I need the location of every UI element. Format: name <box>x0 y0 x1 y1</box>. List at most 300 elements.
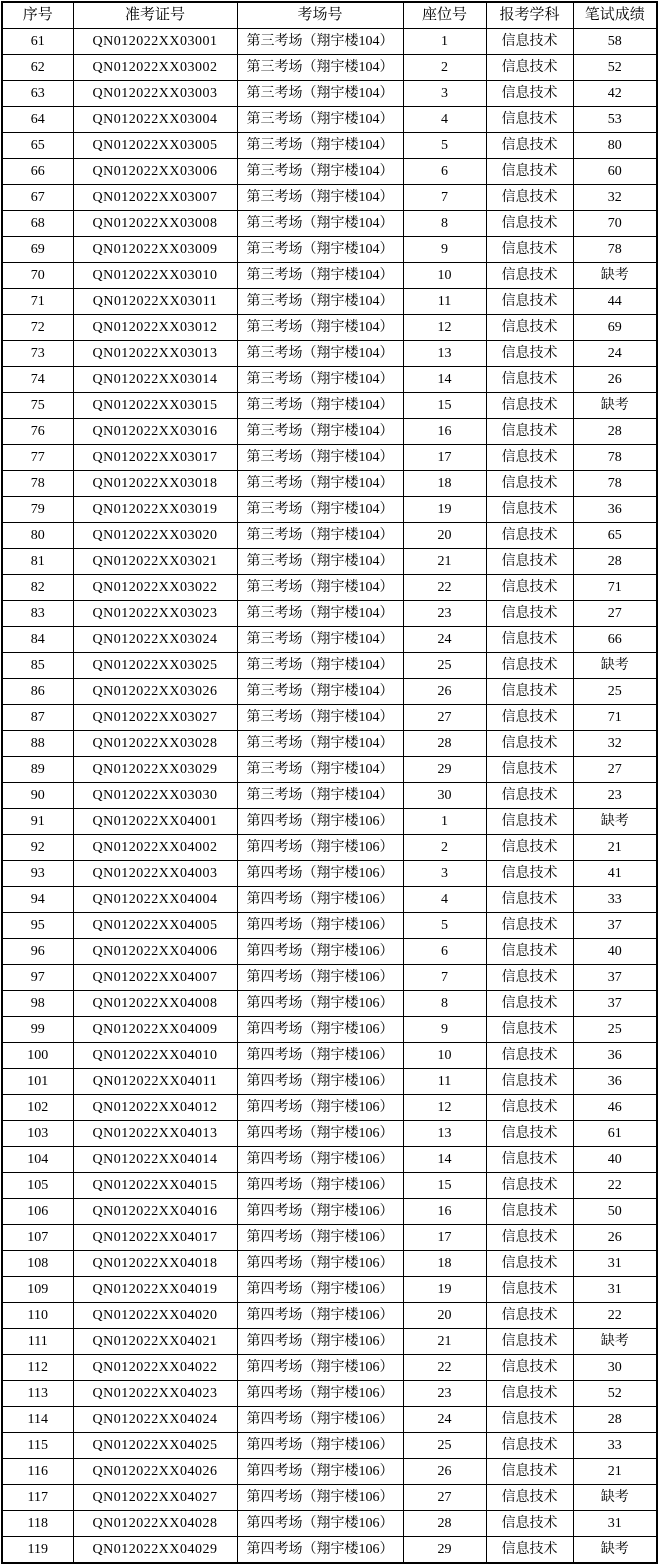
subject-cell: 信息技术 <box>486 835 573 861</box>
seat-cell: 16 <box>403 419 486 445</box>
seat-cell: 6 <box>403 159 486 185</box>
table-row <box>2 731 657 757</box>
serial-cell: 82 <box>2 575 73 601</box>
ticket-cell: QN012022XX04008 <box>73 991 237 1017</box>
table-row <box>2 1225 657 1251</box>
exam-room-cell: 第三考场（翔宇楼104） <box>237 29 403 55</box>
serial-cell: 81 <box>2 549 73 575</box>
serial-cell: 107 <box>2 1225 73 1251</box>
ticket-cell: QN012022XX04006 <box>73 939 237 965</box>
table-row <box>2 1095 657 1121</box>
subject-cell: 信息技术 <box>486 419 573 445</box>
subject-cell: 信息技术 <box>486 1147 573 1173</box>
score-cell: 36 <box>573 497 657 523</box>
table-row <box>2 835 657 861</box>
ticket-cell: QN012022XX04016 <box>73 1199 237 1225</box>
serial-cell: 78 <box>2 471 73 497</box>
subject-cell: 信息技术 <box>486 1537 573 1564</box>
ticket-cell: QN012022XX03013 <box>73 341 237 367</box>
serial-cell: 76 <box>2 419 73 445</box>
subject-cell: 信息技术 <box>486 1485 573 1511</box>
ticket-cell: QN012022XX03022 <box>73 575 237 601</box>
ticket-cell: QN012022XX03005 <box>73 133 237 159</box>
table-row <box>2 315 657 341</box>
score-cell: 33 <box>573 887 657 913</box>
table-row <box>2 1381 657 1407</box>
score-cell: 21 <box>573 1459 657 1485</box>
ticket-cell: QN012022XX04001 <box>73 809 237 835</box>
score-cell: 缺考 <box>573 1485 657 1511</box>
table-row <box>2 809 657 835</box>
seat-cell: 28 <box>403 731 486 757</box>
table-row <box>2 913 657 939</box>
exam-room-cell: 第三考场（翔宇楼104） <box>237 367 403 393</box>
score-cell: 31 <box>573 1277 657 1303</box>
table-row <box>2 81 657 107</box>
seat-cell: 21 <box>403 1329 486 1355</box>
seat-cell: 2 <box>403 55 486 81</box>
subject-cell: 信息技术 <box>486 367 573 393</box>
seat-cell: 14 <box>403 1147 486 1173</box>
seat-cell: 30 <box>403 783 486 809</box>
exam-room-cell: 第四考场（翔宇楼106） <box>237 991 403 1017</box>
table-row <box>2 497 657 523</box>
ticket-cell: QN012022XX03011 <box>73 289 237 315</box>
serial-cell: 73 <box>2 341 73 367</box>
table-row <box>2 549 657 575</box>
score-cell: 36 <box>573 1043 657 1069</box>
ticket-cell: QN012022XX04021 <box>73 1329 237 1355</box>
exam-results-table <box>1 1 658 1564</box>
table-row <box>2 237 657 263</box>
score-cell: 23 <box>573 783 657 809</box>
seat-cell: 22 <box>403 1355 486 1381</box>
serial-cell: 87 <box>2 705 73 731</box>
subject-cell: 信息技术 <box>486 1043 573 1069</box>
exam-room-cell: 第四考场（翔宇楼106） <box>237 1381 403 1407</box>
serial-cell: 90 <box>2 783 73 809</box>
subject-cell: 信息技术 <box>486 1355 573 1381</box>
seat-cell: 5 <box>403 913 486 939</box>
header-score: 笔试成绩 <box>573 2 657 29</box>
score-cell: 52 <box>573 1381 657 1407</box>
score-cell: 缺考 <box>573 1537 657 1564</box>
score-cell: 40 <box>573 1147 657 1173</box>
score-cell: 27 <box>573 757 657 783</box>
subject-cell: 信息技术 <box>486 861 573 887</box>
score-cell: 36 <box>573 1069 657 1095</box>
exam-room-cell: 第四考场（翔宇楼106） <box>237 835 403 861</box>
score-cell: 78 <box>573 445 657 471</box>
seat-cell: 16 <box>403 1199 486 1225</box>
subject-cell: 信息技术 <box>486 107 573 133</box>
score-cell: 41 <box>573 861 657 887</box>
serial-cell: 101 <box>2 1069 73 1095</box>
seat-cell: 14 <box>403 367 486 393</box>
seat-cell: 4 <box>403 887 486 913</box>
ticket-cell: QN012022XX04019 <box>73 1277 237 1303</box>
subject-cell: 信息技术 <box>486 1173 573 1199</box>
seat-cell: 2 <box>403 835 486 861</box>
seat-cell: 5 <box>403 133 486 159</box>
score-cell: 80 <box>573 133 657 159</box>
subject-cell: 信息技术 <box>486 1017 573 1043</box>
table-row <box>2 419 657 445</box>
score-cell: 65 <box>573 523 657 549</box>
score-cell: 25 <box>573 679 657 705</box>
exam-room-cell: 第三考场（翔宇楼104） <box>237 107 403 133</box>
table-row <box>2 965 657 991</box>
seat-cell: 25 <box>403 653 486 679</box>
score-cell: 78 <box>573 471 657 497</box>
seat-cell: 28 <box>403 1511 486 1537</box>
seat-cell: 29 <box>403 1537 486 1564</box>
exam-room-cell: 第四考场（翔宇楼106） <box>237 913 403 939</box>
table-row <box>2 1537 657 1564</box>
table-row <box>2 601 657 627</box>
table-row <box>2 1407 657 1433</box>
serial-cell: 115 <box>2 1433 73 1459</box>
table-row <box>2 939 657 965</box>
subject-cell: 信息技术 <box>486 55 573 81</box>
header-serial: 序号 <box>2 2 73 29</box>
score-cell: 37 <box>573 913 657 939</box>
ticket-cell: QN012022XX04011 <box>73 1069 237 1095</box>
subject-cell: 信息技术 <box>486 549 573 575</box>
exam-room-cell: 第四考场（翔宇楼106） <box>237 1199 403 1225</box>
exam-room-cell: 第四考场（翔宇楼106） <box>237 1043 403 1069</box>
score-cell: 71 <box>573 705 657 731</box>
seat-cell: 9 <box>403 1017 486 1043</box>
exam-room-cell: 第四考场（翔宇楼106） <box>237 1459 403 1485</box>
score-cell: 28 <box>573 1407 657 1433</box>
score-cell: 37 <box>573 965 657 991</box>
score-cell: 缺考 <box>573 263 657 289</box>
seat-cell: 15 <box>403 1173 486 1199</box>
subject-cell: 信息技术 <box>486 627 573 653</box>
table-row <box>2 263 657 289</box>
ticket-cell: QN012022XX04009 <box>73 1017 237 1043</box>
seat-cell: 18 <box>403 1251 486 1277</box>
subject-cell: 信息技术 <box>486 1459 573 1485</box>
serial-cell: 103 <box>2 1121 73 1147</box>
subject-cell: 信息技术 <box>486 81 573 107</box>
exam-room-cell: 第四考场（翔宇楼106） <box>237 965 403 991</box>
exam-room-cell: 第三考场（翔宇楼104） <box>237 393 403 419</box>
ticket-cell: QN012022XX04022 <box>73 1355 237 1381</box>
table-row <box>2 133 657 159</box>
ticket-cell: QN012022XX04017 <box>73 1225 237 1251</box>
score-cell: 71 <box>573 575 657 601</box>
serial-cell: 93 <box>2 861 73 887</box>
serial-cell: 113 <box>2 1381 73 1407</box>
subject-cell: 信息技术 <box>486 1225 573 1251</box>
subject-cell: 信息技术 <box>486 1199 573 1225</box>
table-row <box>2 185 657 211</box>
score-cell: 37 <box>573 991 657 1017</box>
ticket-cell: QN012022XX03025 <box>73 653 237 679</box>
score-cell: 61 <box>573 1121 657 1147</box>
serial-cell: 67 <box>2 185 73 211</box>
seat-cell: 24 <box>403 1407 486 1433</box>
score-cell: 44 <box>573 289 657 315</box>
score-cell: 66 <box>573 627 657 653</box>
ticket-cell: QN012022XX03003 <box>73 81 237 107</box>
subject-cell: 信息技术 <box>486 471 573 497</box>
subject-cell: 信息技术 <box>486 809 573 835</box>
header-ticket: 准考证号 <box>73 2 237 29</box>
score-cell: 30 <box>573 1355 657 1381</box>
subject-cell: 信息技术 <box>486 1511 573 1537</box>
serial-cell: 110 <box>2 1303 73 1329</box>
subject-cell: 信息技术 <box>486 1329 573 1355</box>
serial-cell: 62 <box>2 55 73 81</box>
score-cell: 46 <box>573 1095 657 1121</box>
subject-cell: 信息技术 <box>486 133 573 159</box>
ticket-cell: QN012022XX04025 <box>73 1433 237 1459</box>
ticket-cell: QN012022XX04024 <box>73 1407 237 1433</box>
exam-room-cell: 第三考场（翔宇楼104） <box>237 601 403 627</box>
score-cell: 21 <box>573 835 657 861</box>
score-cell: 缺考 <box>573 809 657 835</box>
exam-room-cell: 第四考场（翔宇楼106） <box>237 1147 403 1173</box>
serial-cell: 86 <box>2 679 73 705</box>
subject-cell: 信息技术 <box>486 1381 573 1407</box>
exam-room-cell: 第四考场（翔宇楼106） <box>237 1095 403 1121</box>
serial-cell: 112 <box>2 1355 73 1381</box>
seat-cell: 17 <box>403 445 486 471</box>
serial-cell: 106 <box>2 1199 73 1225</box>
exam-room-cell: 第四考场（翔宇楼106） <box>237 861 403 887</box>
seat-cell: 1 <box>403 809 486 835</box>
ticket-cell: QN012022XX04020 <box>73 1303 237 1329</box>
header-row <box>2 2 657 29</box>
exam-room-cell: 第三考场（翔宇楼104） <box>237 55 403 81</box>
serial-cell: 83 <box>2 601 73 627</box>
subject-cell: 信息技术 <box>486 679 573 705</box>
ticket-cell: QN012022XX03004 <box>73 107 237 133</box>
exam-room-cell: 第四考场（翔宇楼106） <box>237 1511 403 1537</box>
serial-cell: 66 <box>2 159 73 185</box>
table-row <box>2 653 657 679</box>
subject-cell: 信息技术 <box>486 211 573 237</box>
table-row <box>2 393 657 419</box>
subject-cell: 信息技术 <box>486 497 573 523</box>
exam-room-cell: 第三考场（翔宇楼104） <box>237 445 403 471</box>
ticket-cell: QN012022XX03008 <box>73 211 237 237</box>
table-row <box>2 1017 657 1043</box>
serial-cell: 84 <box>2 627 73 653</box>
table-body <box>2 29 657 1564</box>
seat-cell: 19 <box>403 1277 486 1303</box>
exam-room-cell: 第四考场（翔宇楼106） <box>237 1433 403 1459</box>
subject-cell: 信息技术 <box>486 913 573 939</box>
score-cell: 27 <box>573 601 657 627</box>
table-row <box>2 627 657 653</box>
score-cell: 28 <box>573 419 657 445</box>
ticket-cell: QN012022XX03030 <box>73 783 237 809</box>
ticket-cell: QN012022XX04007 <box>73 965 237 991</box>
table-row <box>2 1147 657 1173</box>
exam-room-cell: 第三考场（翔宇楼104） <box>237 185 403 211</box>
ticket-cell: QN012022XX04003 <box>73 861 237 887</box>
score-cell: 31 <box>573 1251 657 1277</box>
score-cell: 缺考 <box>573 1329 657 1355</box>
seat-cell: 26 <box>403 679 486 705</box>
score-cell: 53 <box>573 107 657 133</box>
exam-room-cell: 第三考场（翔宇楼104） <box>237 471 403 497</box>
ticket-cell: QN012022XX04027 <box>73 1485 237 1511</box>
exam-room-cell: 第三考场（翔宇楼104） <box>237 757 403 783</box>
ticket-cell: QN012022XX03020 <box>73 523 237 549</box>
score-cell: 42 <box>573 81 657 107</box>
exam-room-cell: 第四考场（翔宇楼106） <box>237 1303 403 1329</box>
serial-cell: 95 <box>2 913 73 939</box>
seat-cell: 17 <box>403 1225 486 1251</box>
seat-cell: 3 <box>403 861 486 887</box>
table-row <box>2 887 657 913</box>
exam-room-cell: 第四考场（翔宇楼106） <box>237 939 403 965</box>
subject-cell: 信息技术 <box>486 185 573 211</box>
seat-cell: 13 <box>403 1121 486 1147</box>
table-row <box>2 1433 657 1459</box>
serial-cell: 114 <box>2 1407 73 1433</box>
exam-room-cell: 第三考场（翔宇楼104） <box>237 341 403 367</box>
serial-cell: 75 <box>2 393 73 419</box>
score-cell: 60 <box>573 159 657 185</box>
table-row <box>2 991 657 1017</box>
exam-room-cell: 第三考场（翔宇楼104） <box>237 315 403 341</box>
exam-room-cell: 第四考场（翔宇楼106） <box>237 1407 403 1433</box>
ticket-cell: QN012022XX04026 <box>73 1459 237 1485</box>
seat-cell: 26 <box>403 1459 486 1485</box>
subject-cell: 信息技术 <box>486 29 573 55</box>
subject-cell: 信息技术 <box>486 653 573 679</box>
ticket-cell: QN012022XX03019 <box>73 497 237 523</box>
serial-cell: 119 <box>2 1537 73 1564</box>
score-cell: 22 <box>573 1303 657 1329</box>
seat-cell: 10 <box>403 1043 486 1069</box>
ticket-cell: QN012022XX04002 <box>73 835 237 861</box>
subject-cell: 信息技术 <box>486 965 573 991</box>
table-row <box>2 1277 657 1303</box>
exam-room-cell: 第四考场（翔宇楼106） <box>237 1173 403 1199</box>
exam-room-cell: 第四考场（翔宇楼106） <box>237 1355 403 1381</box>
seat-cell: 19 <box>403 497 486 523</box>
ticket-cell: QN012022XX04014 <box>73 1147 237 1173</box>
exam-room-cell: 第三考场（翔宇楼104） <box>237 289 403 315</box>
score-cell: 52 <box>573 55 657 81</box>
serial-cell: 71 <box>2 289 73 315</box>
exam-room-cell: 第三考场（翔宇楼104） <box>237 627 403 653</box>
ticket-cell: QN012022XX03017 <box>73 445 237 471</box>
table-row <box>2 679 657 705</box>
header-subject: 报考学科 <box>486 2 573 29</box>
seat-cell: 4 <box>403 107 486 133</box>
table-row <box>2 575 657 601</box>
score-cell: 22 <box>573 1173 657 1199</box>
exam-room-cell: 第三考场（翔宇楼104） <box>237 523 403 549</box>
exam-room-cell: 第四考场（翔宇楼106） <box>237 1485 403 1511</box>
table-row <box>2 1069 657 1095</box>
seat-cell: 23 <box>403 601 486 627</box>
table-row <box>2 367 657 393</box>
seat-cell: 9 <box>403 237 486 263</box>
exam-room-cell: 第三考场（翔宇楼104） <box>237 419 403 445</box>
ticket-cell: QN012022XX03015 <box>73 393 237 419</box>
exam-room-cell: 第四考场（翔宇楼106） <box>237 1251 403 1277</box>
serial-cell: 102 <box>2 1095 73 1121</box>
seat-cell: 8 <box>403 991 486 1017</box>
serial-cell: 117 <box>2 1485 73 1511</box>
subject-cell: 信息技术 <box>486 939 573 965</box>
subject-cell: 信息技术 <box>486 1069 573 1095</box>
exam-room-cell: 第三考场（翔宇楼104） <box>237 211 403 237</box>
ticket-cell: QN012022XX03009 <box>73 237 237 263</box>
score-cell: 31 <box>573 1511 657 1537</box>
serial-cell: 74 <box>2 367 73 393</box>
subject-cell: 信息技术 <box>486 575 573 601</box>
ticket-cell: QN012022XX03027 <box>73 705 237 731</box>
serial-cell: 98 <box>2 991 73 1017</box>
ticket-cell: QN012022XX04005 <box>73 913 237 939</box>
serial-cell: 70 <box>2 263 73 289</box>
serial-cell: 68 <box>2 211 73 237</box>
ticket-cell: QN012022XX03021 <box>73 549 237 575</box>
table-row <box>2 55 657 81</box>
score-cell: 70 <box>573 211 657 237</box>
exam-room-cell: 第三考场（翔宇楼104） <box>237 653 403 679</box>
exam-room-cell: 第三考场（翔宇楼104） <box>237 237 403 263</box>
exam-room-cell: 第三考场（翔宇楼104） <box>237 159 403 185</box>
score-cell: 58 <box>573 29 657 55</box>
seat-cell: 8 <box>403 211 486 237</box>
serial-cell: 89 <box>2 757 73 783</box>
serial-cell: 64 <box>2 107 73 133</box>
subject-cell: 信息技术 <box>486 341 573 367</box>
serial-cell: 111 <box>2 1329 73 1355</box>
table-row <box>2 1043 657 1069</box>
seat-cell: 23 <box>403 1381 486 1407</box>
seat-cell: 13 <box>403 341 486 367</box>
ticket-cell: QN012022XX03012 <box>73 315 237 341</box>
subject-cell: 信息技术 <box>486 237 573 263</box>
serial-cell: 65 <box>2 133 73 159</box>
subject-cell: 信息技术 <box>486 1121 573 1147</box>
table-row <box>2 211 657 237</box>
ticket-cell: QN012022XX03014 <box>73 367 237 393</box>
seat-cell: 12 <box>403 315 486 341</box>
seat-cell: 15 <box>403 393 486 419</box>
ticket-cell: QN012022XX03006 <box>73 159 237 185</box>
subject-cell: 信息技术 <box>486 159 573 185</box>
exam-room-cell: 第四考场（翔宇楼106） <box>237 809 403 835</box>
seat-cell: 11 <box>403 289 486 315</box>
ticket-cell: QN012022XX04015 <box>73 1173 237 1199</box>
seat-cell: 21 <box>403 549 486 575</box>
ticket-cell: QN012022XX04028 <box>73 1511 237 1537</box>
exam-room-cell: 第四考场（翔宇楼106） <box>237 1277 403 1303</box>
serial-cell: 61 <box>2 29 73 55</box>
score-cell: 32 <box>573 731 657 757</box>
ticket-cell: QN012022XX03007 <box>73 185 237 211</box>
serial-cell: 92 <box>2 835 73 861</box>
ticket-cell: QN012022XX04029 <box>73 1537 237 1564</box>
serial-cell: 77 <box>2 445 73 471</box>
table-row <box>2 1303 657 1329</box>
exam-room-cell: 第四考场（翔宇楼106） <box>237 1017 403 1043</box>
seat-cell: 1 <box>403 29 486 55</box>
